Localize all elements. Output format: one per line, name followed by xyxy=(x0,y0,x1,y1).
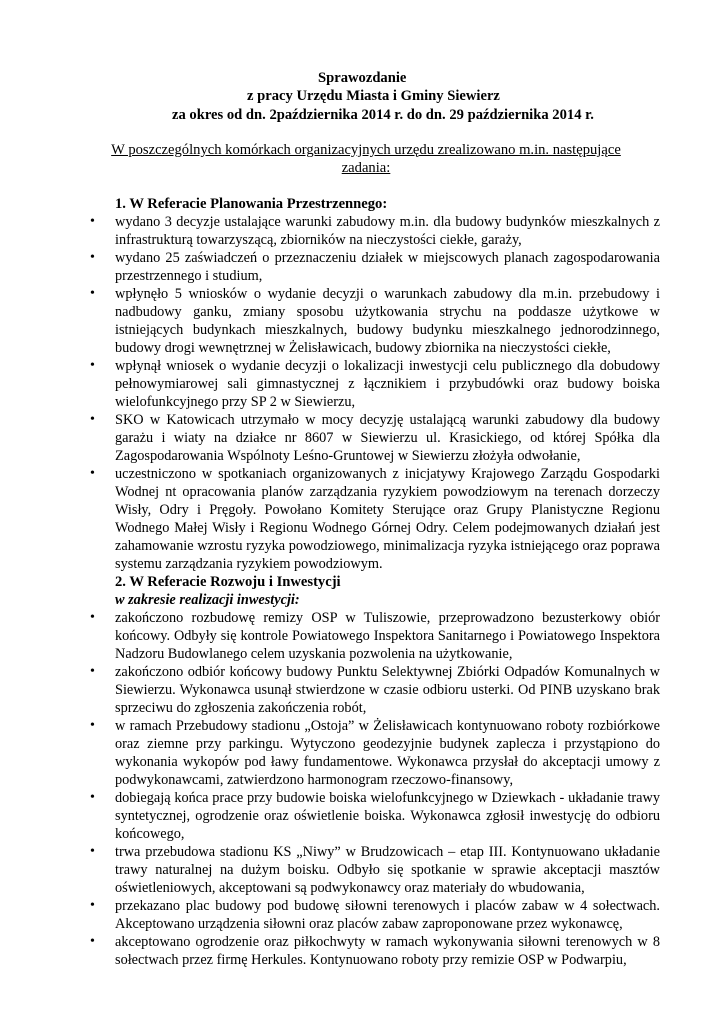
bullet-list xyxy=(115,213,660,573)
list-item: • wpłynął wniosek o wydanie decyzji o lokalizacji inwestycji celu publicznego dla dobudowy pełnowymiarowej sali gimnastycznej z łącznikiem i przybudówki oraz budowy boiska wielofunkcyjnego przy SP 2 w Siewierzu, xyxy=(115,357,660,411)
report-title: Sprawozdanie xyxy=(318,70,407,86)
section-planning xyxy=(115,195,660,573)
list-item: • trwa przebudowa stadionu KS „Niwy” w Brudzowicach – etap III. Kontynuowano układanie trawy naturalnej na dużym boisku. Odbyło się spotkanie w sprawie akceptacji masztów oświetleniowych, akceptowani są podwykonawcy oraz materiały do wbudowania, xyxy=(115,843,660,897)
section-subheading: w zakresie realizacji inwestycji: xyxy=(115,592,300,608)
list-item: • uczestniczono w spotkaniach organizowanych z inicjatywy Krajowego Zarządu Gospodarki Wodnej nt opracowania planów zarządzania ryzykiem powodziowym na terenach dorzeczy Wisły, Odry i Pręgoły. Powołano Komitety Sterujące oraz Grupy Planistyczne Regionu Wodnego Małej Wisły i Regionu Wodnego Górnej Odry. Celem podejmowanych działań jest zahamowanie wzrostu ryzyka powodziowego, minimalizacja ryzyka istniejącego oraz poprawa systemu zarządzania ryzykiem powodziowym. xyxy=(115,465,660,573)
list-item: • przekazano plac budowy pod budowę siłowni terenowych i placów zabaw w 4 sołectwach. Akceptowano urządzenia siłowni oraz placów zabaw zaproponowane przez wykonawcę, xyxy=(115,897,660,933)
intro-text: W poszczególnych komórkach organizacyjnych urzędu zrealizowano m.in. następujące zadania: xyxy=(111,142,621,176)
list-item: • dobiegają końca prace przy budowie boiska wielofunkcyjnego w Dziewkach - układanie trawy syntetycznej, ogrodzenie oraz oświetlenie boiska. Wykonawca zgłosił inwestycję do odbioru końcowego, xyxy=(115,789,660,843)
list-item: • zakończono odbiór końcowy budowy Punktu Selektywnej Zbiórki Odpadów Komunalnych w Siewierzu. Wykonawca usunął stwierdzone w czasie odbioru usterki. Od PINB uzyskano brak sprzeciwu do zgłoszenia zakończenia robót, xyxy=(115,663,660,717)
report-subtitle: z pracy Urzędu Miasta i Gminy Siewierz xyxy=(247,88,500,104)
list-item: • zakończono rozbudowę remizy OSP w Tuliszowie, przeprowadzono bezusterkowy obiór końcowy. Odbyły się kontrole Powiatowego Inspektora Sanitarnego i Powiatowego Inspektora Nadzoru Budowlanego celem uzyskania pozwolenia na użytkowanie, xyxy=(115,609,660,663)
list-item: • SKO w Katowicach utrzymało w mocy decyzję ustalającą warunki zabudowy dla budowy garażu i wiaty na działce nr 8607 w Siewierzu ul. Krasickiego, od której Spółka dla Zagospodarowania Wspólnoty Leśno-Gruntowej w Siewierzu złożyła odwołanie, xyxy=(115,411,660,465)
list-item: • wydano 25 zaświadczeń o przeznaczeniu działek w miejscowych planach zagospodarowania przestrzennego i studium, xyxy=(115,249,660,285)
section-investments xyxy=(115,573,660,969)
bullet-list xyxy=(115,609,660,969)
list-item: • wydano 3 decyzje ustalające warunki zabudowy m.in. dla budowy budynków mieszkalnych z infrastrukturą towarzyszącą, zbiorników na nieczystości ciekłe, garaży, xyxy=(115,213,660,249)
section-heading: 1. W Referacie Planowania Przestrzennego: xyxy=(115,196,388,212)
section-heading: 2. W Referacie Rozwoju i Inwestycji xyxy=(115,574,341,590)
list-item: • wpłynęło 5 wniosków o wydanie decyzji o warunkach zabudowy dla m.in. przebudowy i nadbudowy ganku, zmiany sposobu użytkowania strychu na poddasze użytkowe w istniejących budynkach mieszkalnych, budowy budynku mieszkalnego jednorodzinnego, budowy drogi wewnętrznej w Żelisławicach, budowy zbiornika na nieczystości ciekłe, xyxy=(115,285,660,357)
list-item: • akceptowano ogrodzenie oraz piłkochwyty w ramach wykonywania siłowni terenowych w 8 sołectwach przez firmę Herkules. Kontynuowano roboty przy remizie OSP w Podwarpiu, xyxy=(115,933,660,969)
report-period: za okres od dn. 2października 2014 r. do dn. 29 października 2014 r. xyxy=(172,107,594,123)
list-item: • w ramach Przebudowy stadionu „Ostoja” w Żelisławicach kontynuowano roboty rozbiórkowe oraz ziemne przy parkingu. Wytyczono geodezyjnie budynek zaplecza i przystąpiono do wykonania wykopów pod ławy fundamentowe. Wykonawca przysłał do akceptacji umowy z podwykonawcami, zatwierdzono harmonogram rzeczowo-finansowy, xyxy=(115,717,660,789)
